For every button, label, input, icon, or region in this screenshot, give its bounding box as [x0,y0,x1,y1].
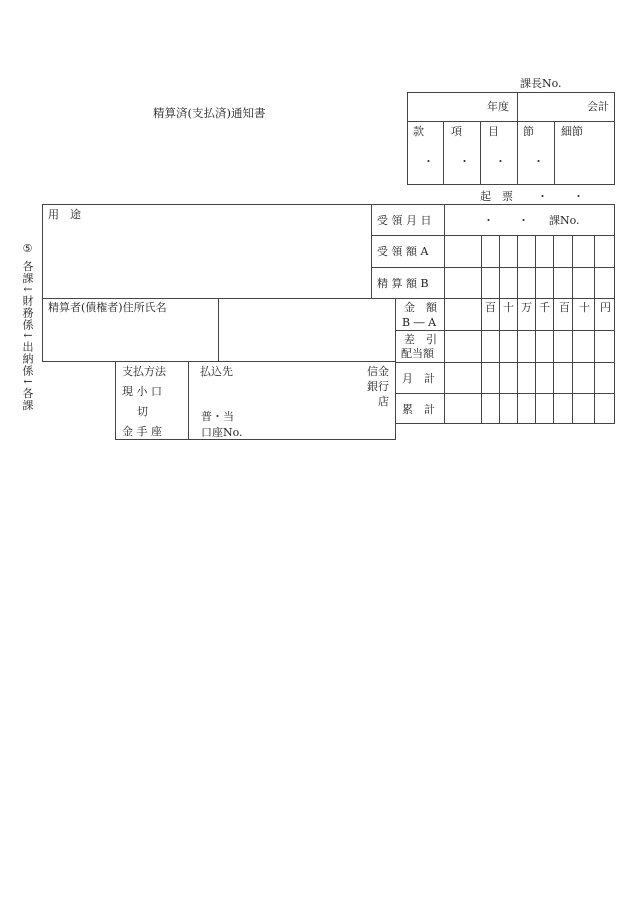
ginko-label: 銀行 [367,380,389,393]
digit-hyaku-1: 百 [485,301,496,314]
divider [395,330,615,331]
digit-sen: 千 [539,301,550,314]
divider [188,361,189,440]
sabiki-line-2: 配当額 [401,347,434,360]
sabiki-line-1: 差 引 [404,333,437,346]
divider [554,121,555,185]
divider [517,92,518,121]
ko-label: 項 [451,125,462,138]
moku-dot: ・ [495,155,506,168]
account-header-box [407,92,615,185]
ka-no-label: 課No. [549,214,580,227]
methods-line-2: 切 [137,405,148,418]
seisan-amount-label: 精 算 額 B [377,277,429,290]
digit-man: 万 [521,301,532,314]
juryo-date-label: 受 領 月 日 [377,214,432,227]
digit-divider [499,235,500,424]
digit-divider [572,235,573,424]
ten-label: 店 [378,395,389,408]
youto-box [42,204,372,299]
digit-hyaku-2: 百 [559,301,570,314]
divider [395,362,615,363]
setsu-label: 節 [523,125,534,138]
divider [480,121,481,185]
kihyo-dot-1: ・ [537,190,548,203]
kihyo-dot-2: ・ [573,190,584,203]
date-dot-2: ・ [518,214,529,227]
kingaku-line-2: B ― A [402,316,437,329]
digit-divider [535,235,536,424]
kan-dot: ・ [423,155,434,168]
methods-line-3: 金 手 座 [122,425,162,438]
haraikomi-label: 払込先 [200,365,233,378]
digit-ju-1: 十 [503,301,514,314]
divider [407,121,615,122]
saisetsu-label: 細節 [561,125,583,138]
divider [395,393,615,394]
seisansha-label: 精算者(債権者)住所氏名 [48,301,167,314]
digit-ju-2: 十 [579,301,590,314]
ruikei-label: 累 計 [402,403,435,416]
routing-flow-text: ⑤ 各課↓財務係↓出納係↓各課 [21,242,34,412]
youto-label: 用 途 [48,208,81,221]
divider [444,204,445,299]
kacho-no-label: 課長No. [520,77,562,90]
kaikei-label: 会計 [587,100,609,113]
methods-line-1: 現 小 口 [122,385,162,398]
koza-no-label: 口座No. [201,426,243,439]
ko-dot: ・ [459,155,470,168]
divider [371,267,615,268]
shiharai-houhou-label: 支払方法 [122,365,166,378]
divider [371,235,615,236]
kihyo-label: 起 票 [480,190,513,203]
digit-divider [553,235,554,424]
divider [444,298,445,424]
digit-divider [481,235,482,424]
futsu-to-label: 普・当 [201,410,234,423]
divider [218,298,219,362]
digit-en: 円 [600,301,611,314]
setsu-dot: ・ [533,155,544,168]
kingaku-line-1: 金 額 [404,301,437,314]
moku-label: 目 [488,125,499,138]
kan-label: 款 [413,125,424,138]
divider [517,121,518,185]
date-dot-1: ・ [483,214,494,227]
digit-divider [517,235,518,424]
document-title: 精算済(支払済)通知書 [153,106,266,120]
digit-divider [594,235,595,424]
juryo-amount-label: 受 領 額 A [377,245,429,258]
nendo-label: 年度 [487,100,509,113]
shinkin-label: 信金 [367,365,389,378]
divider [443,121,444,185]
getsukei-label: 月 計 [402,372,435,385]
